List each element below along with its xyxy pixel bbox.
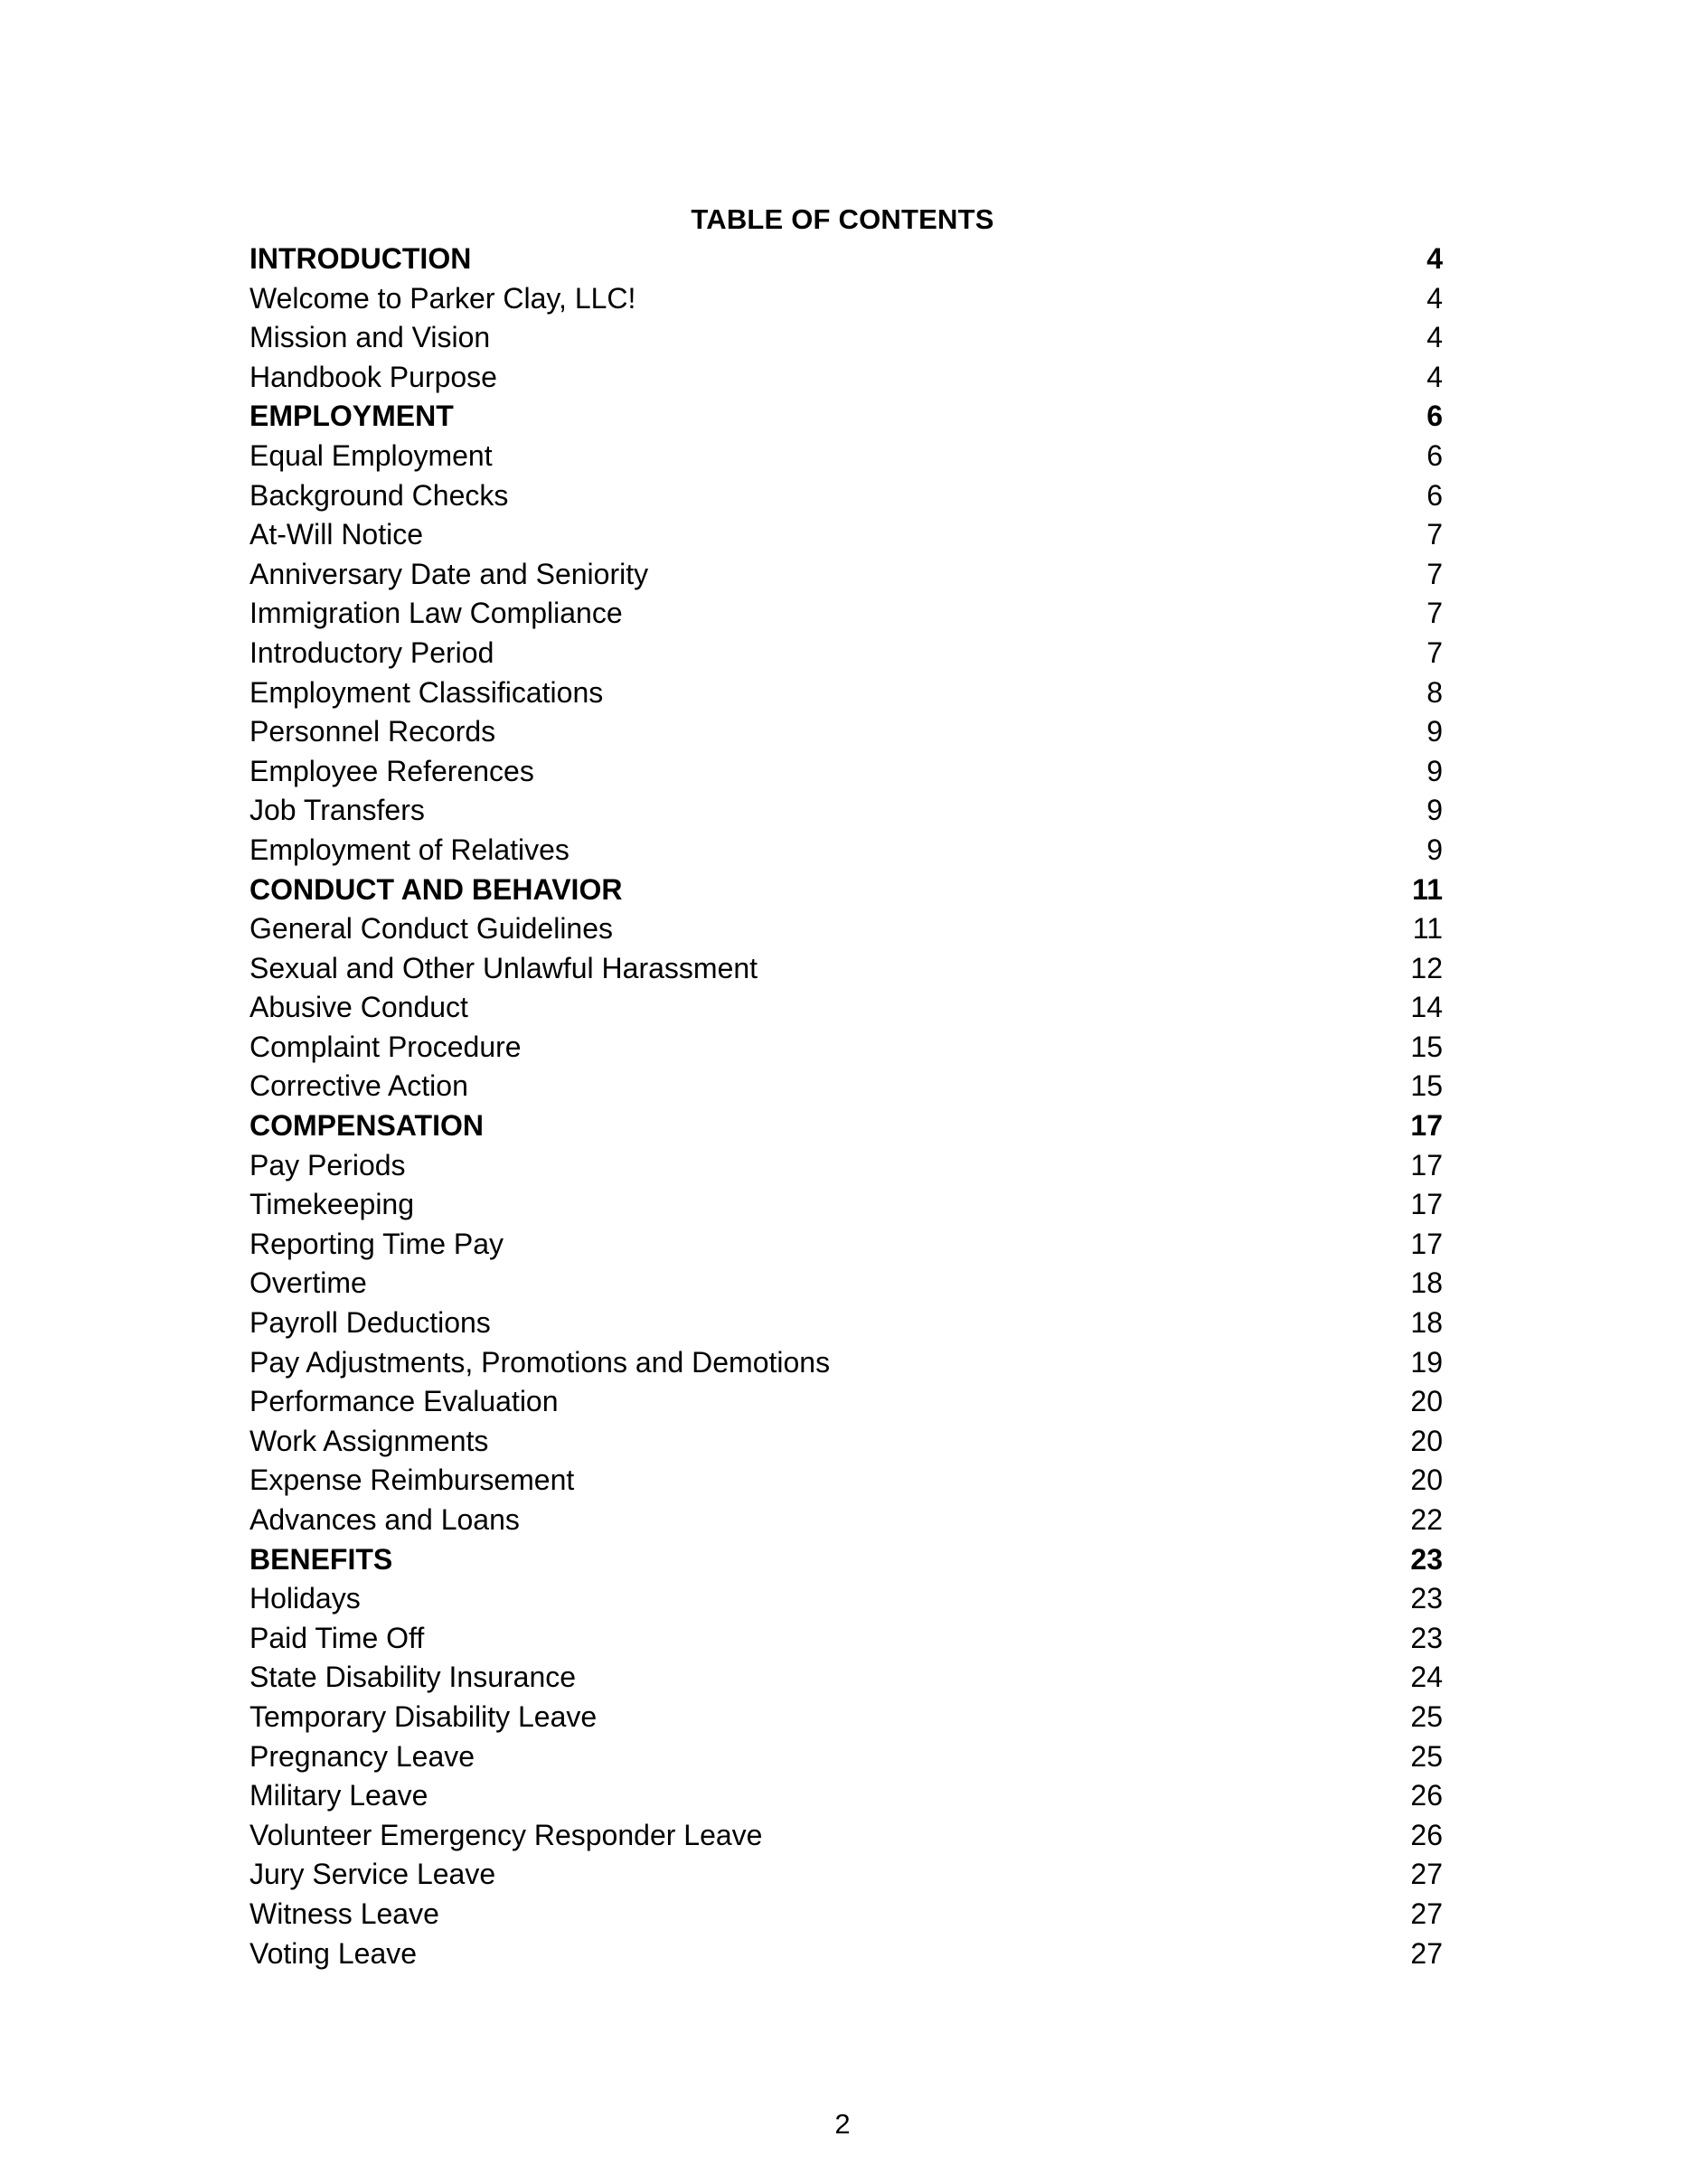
toc-entry[interactable] <box>249 1895 1443 1935</box>
toc-entry-label: General Conduct Guidelines <box>249 912 614 946</box>
toc-entry-label: Pregnancy Leave <box>249 1739 475 1773</box>
toc-entry-label: Payroll Deductions <box>249 1306 491 1340</box>
toc-entry-label: Background Checks <box>249 478 509 512</box>
toc-entry-page: 15 <box>1410 1069 1443 1103</box>
toc-entry-page: 11 <box>1412 912 1443 946</box>
toc-entry-label: Employee References <box>249 754 534 787</box>
toc-entry-page: 7 <box>1426 557 1443 590</box>
toc-entry[interactable] <box>249 1146 1443 1186</box>
toc-entry[interactable] <box>249 1816 1443 1856</box>
toc-entry[interactable] <box>249 1776 1443 1816</box>
toc-entry-label: BENEFITS <box>249 1542 393 1576</box>
toc-entry-page: 19 <box>1410 1345 1443 1379</box>
toc-entry-label: Complaint Procedure <box>249 1030 522 1063</box>
toc-entry-page: 26 <box>1410 1779 1443 1812</box>
toc-entry-label: Paid Time Off <box>249 1621 425 1654</box>
toc-entry[interactable] <box>249 1422 1443 1462</box>
toc-entry-page: 11 <box>1412 872 1443 906</box>
toc-entry-page: 20 <box>1410 1464 1443 1497</box>
toc-entry[interactable] <box>249 358 1443 398</box>
toc-entry[interactable] <box>249 673 1443 713</box>
toc-entry-label: EMPLOYMENT <box>249 400 454 433</box>
toc-entry-label: Employment Classifications <box>249 675 604 709</box>
toc-entry[interactable] <box>249 1658 1443 1698</box>
toc-entry[interactable] <box>249 1067 1443 1106</box>
toc-entry-label: At-Will Notice <box>249 518 424 551</box>
toc-entry-label: Sexual and Other Unlawful Harassment <box>249 951 758 984</box>
toc-entry-page: 18 <box>1410 1306 1443 1340</box>
toc-entry-label: Pay Adjustments, Promotions and Demotions <box>249 1345 831 1379</box>
toc-entry-page: 4 <box>1426 321 1443 354</box>
toc-entry[interactable] <box>249 1737 1443 1777</box>
toc-entry-label: Immigration Law Compliance <box>249 597 623 630</box>
toc-entry-page: 22 <box>1410 1503 1443 1536</box>
toc-entry-label: Abusive Conduct <box>249 991 468 1024</box>
toc-entry-label: Advances and Loans <box>249 1503 520 1536</box>
toc-entry-page: 4 <box>1426 360 1443 393</box>
toc-entry[interactable] <box>249 1343 1443 1383</box>
toc-entry-label: Performance Evaluation <box>249 1385 559 1418</box>
toc-entry[interactable] <box>249 1935 1443 1974</box>
toc-entry[interactable] <box>249 1225 1443 1265</box>
toc-entry-label: Pay Periods <box>249 1148 406 1181</box>
toc-entry-label: Holidays <box>249 1582 361 1615</box>
toc-entry[interactable] <box>249 752 1443 792</box>
toc-entry[interactable] <box>249 1619 1443 1659</box>
toc-entry[interactable] <box>249 1185 1443 1225</box>
toc-entry-page: 17 <box>1410 1188 1443 1221</box>
toc-entry-label: Temporary Disability Leave <box>249 1699 598 1733</box>
toc-entry-label: Welcome to Parker Clay, LLC! <box>249 281 636 315</box>
toc-entry-page: 27 <box>1410 1936 1443 1970</box>
toc-entry[interactable] <box>249 437 1443 476</box>
toc-entry-page: 18 <box>1410 1266 1443 1300</box>
toc-entry[interactable] <box>249 279 1443 319</box>
toc-entry-label: COMPENSATION <box>249 1109 484 1143</box>
toc-entry-page: 7 <box>1426 597 1443 630</box>
toc-entry-page: 9 <box>1426 715 1443 748</box>
toc-entry-page: 4 <box>1426 242 1443 275</box>
page-number: 2 <box>834 2108 851 2140</box>
toc-entry[interactable] <box>249 1028 1443 1068</box>
toc-entry-page: 4 <box>1426 281 1443 315</box>
toc-entry-page: 14 <box>1410 991 1443 1024</box>
toc-entry[interactable] <box>249 909 1443 949</box>
toc-section-heading[interactable] <box>249 1106 1443 1146</box>
toc-entry[interactable] <box>249 318 1443 358</box>
toc-entry-label: Voting Leave <box>249 1936 418 1970</box>
toc-entry-label: CONDUCT AND BEHAVIOR <box>249 872 623 906</box>
toc-entry-label: Timekeeping <box>249 1188 415 1221</box>
toc-entry[interactable] <box>249 515 1443 555</box>
toc-entry[interactable] <box>249 831 1443 871</box>
toc-entry-page: 27 <box>1410 1858 1443 1891</box>
toc-entry-page: 15 <box>1410 1030 1443 1063</box>
toc-entry-page: 17 <box>1410 1109 1443 1143</box>
toc-entry-page: 23 <box>1410 1621 1443 1654</box>
toc-section-heading[interactable] <box>249 240 1443 279</box>
toc-entry-page: 6 <box>1426 400 1443 433</box>
toc-entry[interactable] <box>249 555 1443 595</box>
toc-entry-label: Personnel Records <box>249 715 496 748</box>
toc-entry-label: Work Assignments <box>249 1424 489 1457</box>
toc-entry-page: 6 <box>1426 478 1443 512</box>
toc-entry[interactable] <box>249 1461 1443 1501</box>
toc-section-heading[interactable] <box>249 871 1443 910</box>
toc-entry-page: 25 <box>1410 1699 1443 1733</box>
toc-entry-label: State Disability Insurance <box>249 1661 577 1694</box>
toc-entry-page: 23 <box>1410 1542 1443 1576</box>
toc-entry-page: 12 <box>1410 951 1443 984</box>
toc-entry-label: INTRODUCTION <box>249 242 472 275</box>
toc-entry-label: Witness Leave <box>249 1897 439 1930</box>
toc-entry-page: 9 <box>1426 833 1443 866</box>
toc-entry-label: Employment of Relatives <box>249 833 570 866</box>
toc-entry-page: 9 <box>1426 794 1443 827</box>
toc-entry-page: 26 <box>1410 1818 1443 1851</box>
toc-entry-page: 9 <box>1426 754 1443 787</box>
toc-entry-page: 23 <box>1410 1582 1443 1615</box>
toc-entry[interactable] <box>249 791 1443 831</box>
toc-entry-page: 6 <box>1426 438 1443 472</box>
toc-entry[interactable] <box>249 1382 1443 1422</box>
toc-entry-label: Overtime <box>249 1266 367 1300</box>
toc-entry-page: 8 <box>1426 675 1443 709</box>
toc-entry[interactable] <box>249 1501 1443 1540</box>
toc-entry-page: 25 <box>1410 1739 1443 1773</box>
toc-entry-page: 27 <box>1410 1897 1443 1930</box>
toc-entry-label: Introductory Period <box>249 635 494 669</box>
toc-entry[interactable] <box>249 988 1443 1028</box>
toc-entry[interactable] <box>249 949 1443 989</box>
toc-entry-label: Jury Service Leave <box>249 1858 496 1891</box>
toc-entry[interactable] <box>249 1855 1443 1895</box>
toc-entry-label: Anniversary Date and Seniority <box>249 557 649 590</box>
toc-entry[interactable] <box>249 476 1443 516</box>
toc-list <box>249 240 1443 1973</box>
toc-entry-page: 17 <box>1410 1148 1443 1181</box>
toc-entry-label: Job Transfers <box>249 794 425 827</box>
toc-entry[interactable] <box>249 712 1443 752</box>
toc-entry-label: Expense Reimbursement <box>249 1464 575 1497</box>
toc-entry-label: Volunteer Emergency Responder Leave <box>249 1818 763 1851</box>
toc-entry[interactable] <box>249 1698 1443 1737</box>
toc-entry-page: 20 <box>1410 1385 1443 1418</box>
toc-entry[interactable] <box>249 1264 1443 1304</box>
toc-entry[interactable] <box>249 1304 1443 1343</box>
toc-entry-label: Military Leave <box>249 1779 428 1812</box>
toc-entry-page: 17 <box>1410 1227 1443 1260</box>
toc-entry[interactable] <box>249 1579 1443 1619</box>
toc-entry-page: 20 <box>1410 1424 1443 1457</box>
toc-entry-label: Equal Employment <box>249 438 493 472</box>
toc-entry-label: Mission and Vision <box>249 321 491 354</box>
toc-entry-label: Handbook Purpose <box>249 360 497 393</box>
toc-section-heading[interactable] <box>249 397 1443 437</box>
toc-entry-page: 7 <box>1426 635 1443 669</box>
toc-section-heading[interactable] <box>249 1540 1443 1580</box>
page-title: TABLE OF CONTENTS <box>691 203 994 235</box>
toc-entry-label: Corrective Action <box>249 1069 468 1103</box>
toc-entry[interactable] <box>249 634 1443 673</box>
toc-entry-page: 24 <box>1410 1661 1443 1694</box>
toc-entry[interactable] <box>249 594 1443 634</box>
toc-entry-page: 7 <box>1426 518 1443 551</box>
toc-entry-label: Reporting Time Pay <box>249 1227 504 1260</box>
